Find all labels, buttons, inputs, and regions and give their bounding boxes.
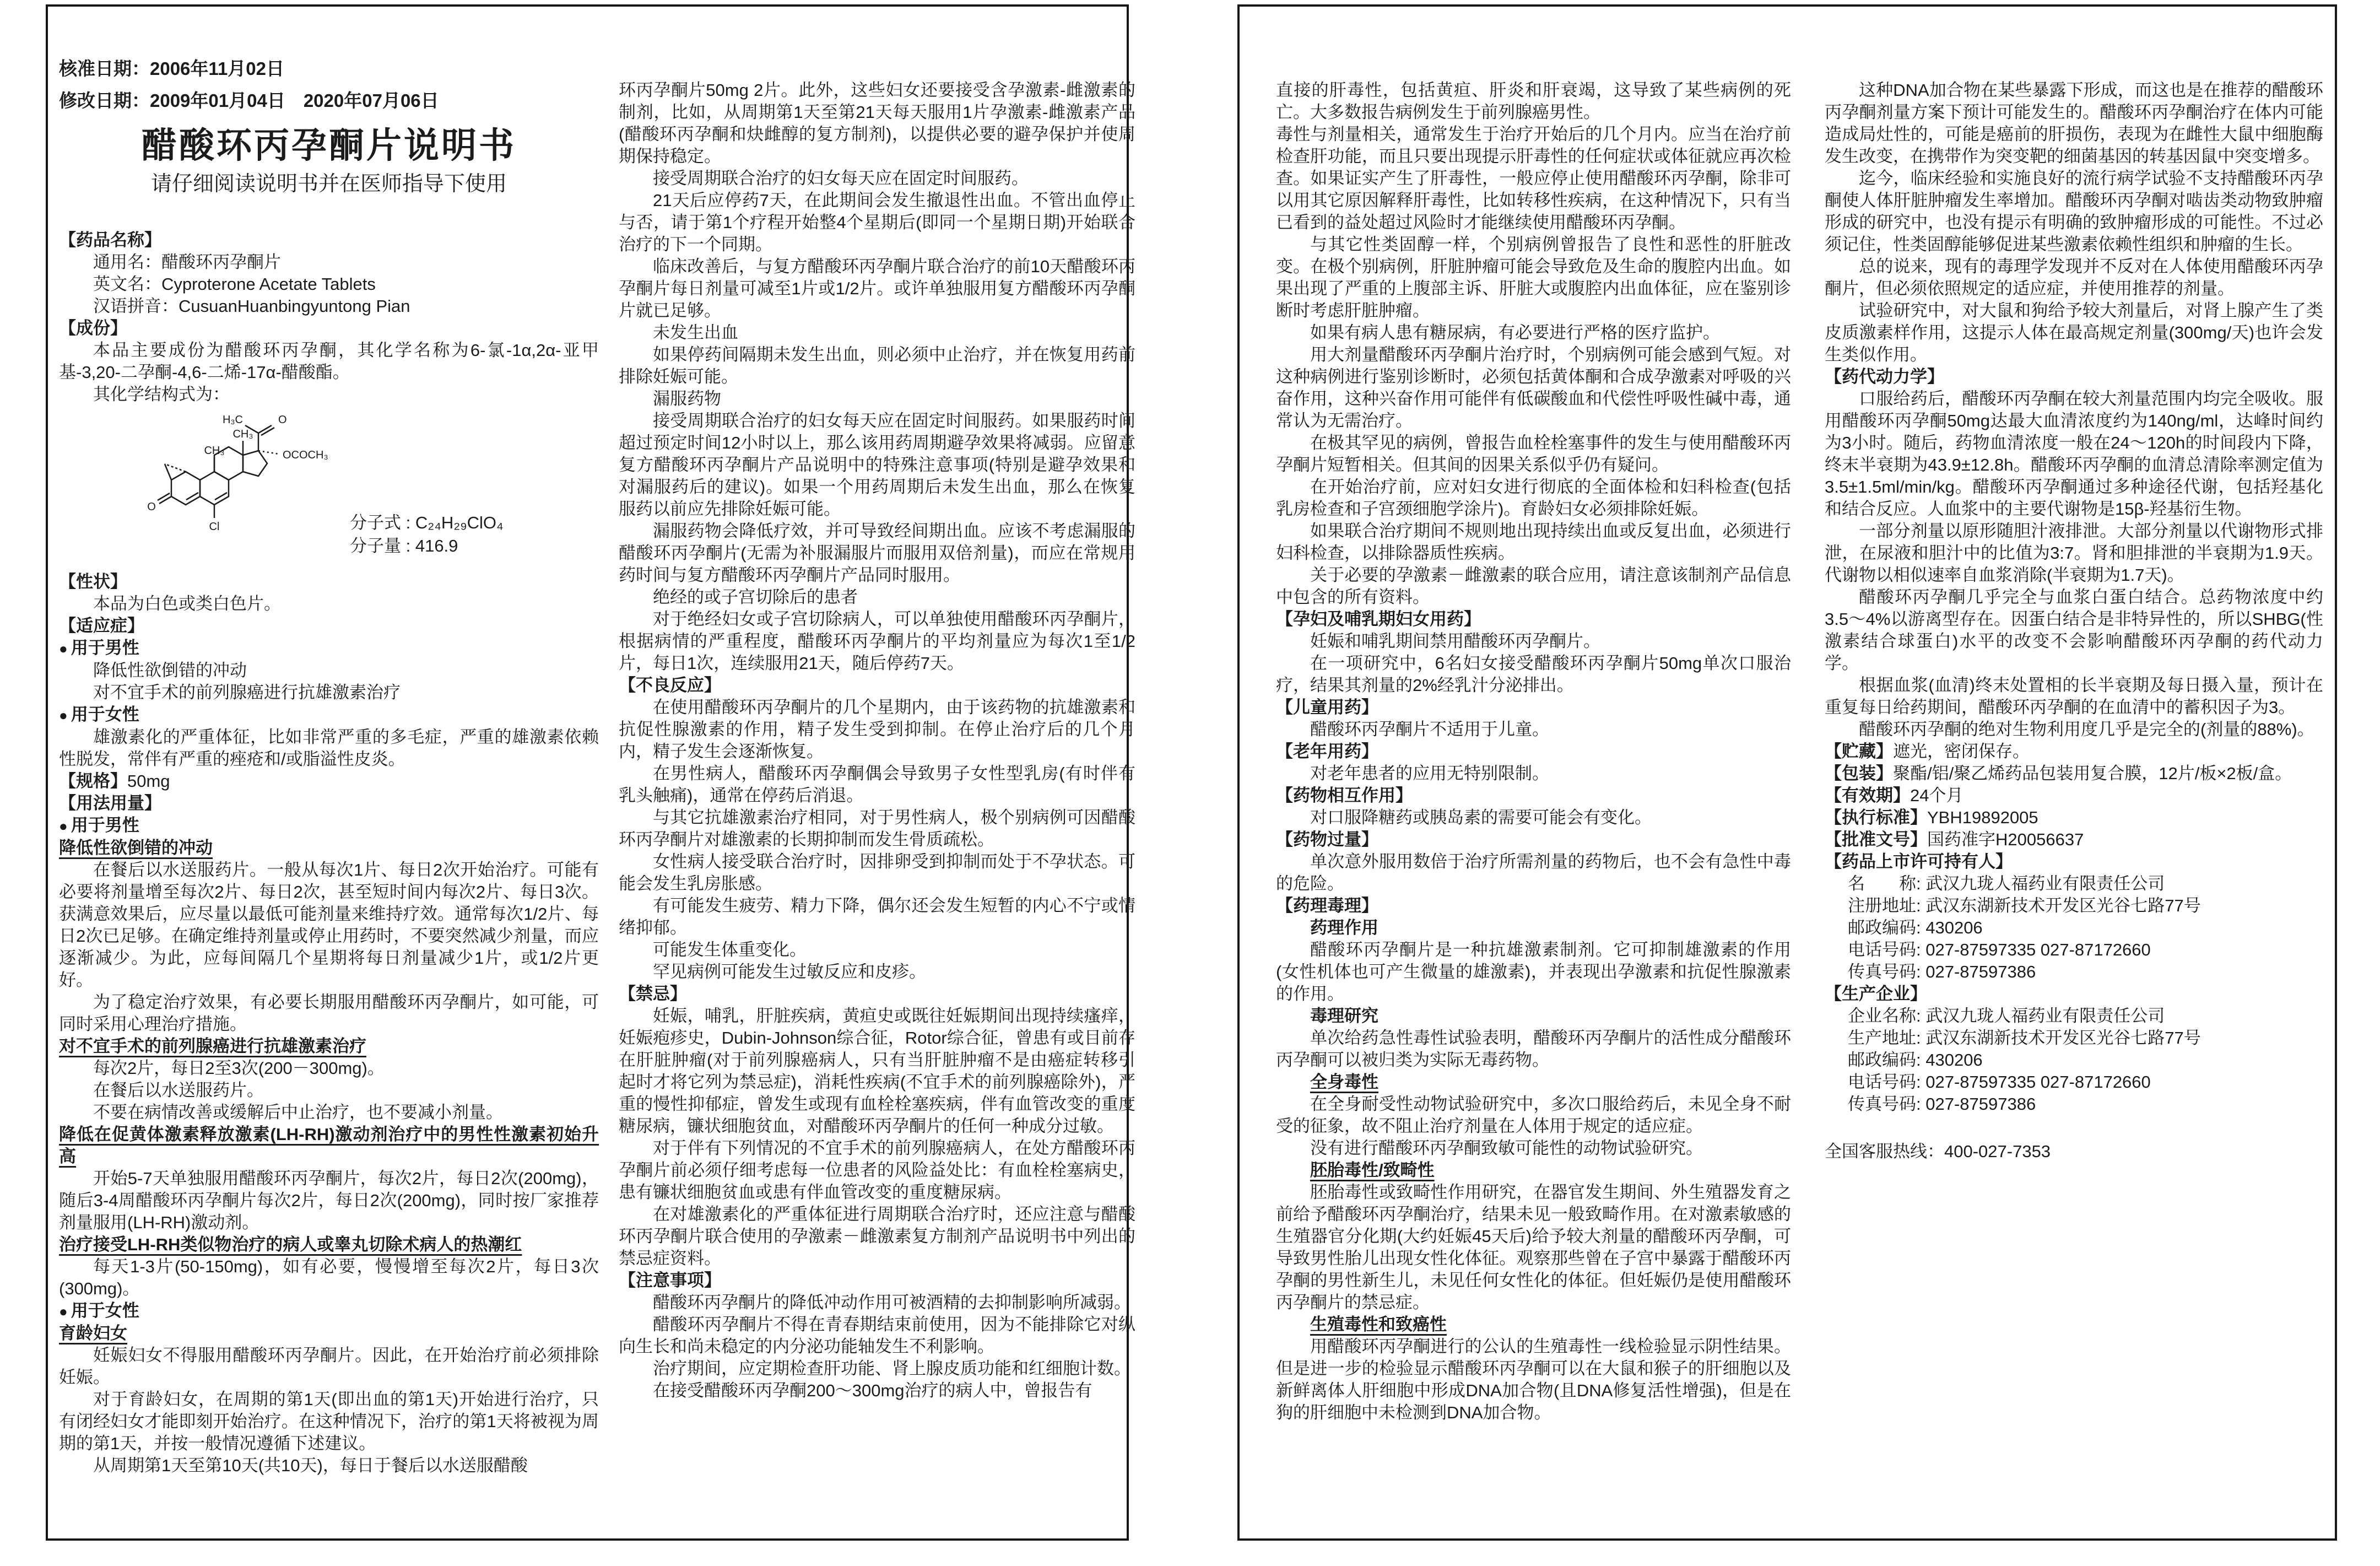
chemical-structure-block [59,406,599,571]
page-2 [1237,4,2337,1541]
block-p: 可能发生体重变化。 [653,940,807,959]
ketone-o-label: O [147,501,156,513]
block-addr: 企业名称: 武汉九珑人福药业有限责任公司 [1848,1006,2165,1025]
block-p: 在餐后以水送服药片。 [93,1081,264,1100]
block-p: 在开始治疗前，应对妇女进行彻底的全面体检和妇科检查(包括乳房检查和子宫颈细胞学涂片)。育龄妇女必须排除妊娠。 [1276,477,1791,519]
block-uh: 对不宜手术的前列腺癌进行抗雄激素治疗 [59,1036,366,1056]
block-h: 【适应症】 [59,616,144,635]
block-p: 口服给药后，醋酸环丙孕酮在较大剂量范围内均完全吸收。服用醋酸环丙孕酮50mg达最大血清浓度约为140ng/ml，达峰时间约为3小时。随后，药物血清浓度一般在24～120h的时间段内下降，终末半衰期为43.9±12.8h。醋酸环丙孕酮的血清总清除率测定值为3.5±1.5ml/min/kg。醋酸环丙孕酮通过多种途径代谢，包括羟基化和结合反应。人血浆中的主要代谢物是15β-羟基衍生物。 [1825,389,2323,519]
block-p: 在餐后以水送服药片。一般从每次1片、每日2次开始治疗。可能有必要将剂量增至每次2片、每日2次，甚至短时间内每次2片、每日3次。获满意效果后，应尽量以最低可能剂量来维持疗效。通常每次1/2片、每日2次已足够。在确定维持剂量或停止用药时，不要突然减少剂量，而应逐渐减少。为此，应每间隔几个星期将每日剂量减少1片，或1/2片更好。 [59,860,599,990]
block-h: 【药物过量】 [1276,830,1378,849]
block-p: 对不宜手术的前列腺癌进行抗雄激素治疗 [93,683,401,702]
bullet-icon: ● [59,1303,68,1320]
block-pn: 直接的肝毒性，包括黄疸、肝炎和肝衰竭，这导致了某些病例的死亡。大多数报告病例发生于前列腺癌男性。 [1276,80,1791,122]
block-p: 这种DNA加合物在某些暴露下形成，而这也是在推荐的醋酸环丙孕酮剂量方案下预计可能发生的。醋酸环丙孕酮治疗在体内可能造成局灶性的，可能是癌前的肝损伤，表现为在雌性大鼠中细胞酶发生改变，在携带作为突变靶的细菌基因的转基因鼠中突变增多。 [1825,80,2323,166]
page-1 [46,4,1135,1541]
block-p: 妊娠，哺乳，肝脏疾病，黄疸史或既往妊娠期间出现持续瘙痒，妊娠疱疹史，Dubin-Johnson综合征，Rotor综合征，曾患有或目前存在肝脏肿瘤(对于前列腺癌病人，只有当肝脏肿瘤不是由癌症转移引起时才将它列为禁忌症)，消耗性疾病(不宜手术的前列腺癌除外)，严重的慢性抑郁症，曾发生或现有血栓栓塞疾病，伴有血管改变的重度糖尿病，镰状细胞贫血，对醋酸环丙孕酮片的任何一种成分过敏。 [619,1006,1135,1136]
block-p: 治疗期间，应定期检查肝功能、肾上腺皮质功能和红细胞计数。 [653,1359,1131,1378]
block-p: 接受周期联合治疗的妇女每天应在固定时间服药。如果服药时间超过预定时间12小时以上，那么该用药周期避孕效果将减弱。应留意复方醋酸环丙孕酮片产品说明中的特殊注意事项(特别是避孕效果和对漏服药后的建议)。如果一个用药周期后未发生出血，那么在恢复服药以前应先排除妊娠可能。 [619,411,1135,519]
block-pn: 环丙孕酮片50mg 2片。此外，这些妇女还要接受含孕激素-雌激素的制剂，比如，从周期第1天至第21天每天服用1片孕激素-雌激素产品(醋酸环丙孕酮和炔雌醇的复方制剂)，以提供必要的避孕保护并使周期保持稳定。 [619,80,1135,166]
block-h: 【用法用量】 [59,793,161,813]
block-p: 未发生出血 [653,323,738,342]
block-bullet: ● 用于女性 [59,1301,139,1320]
block-h: 【药品上市许可持有人】 [1825,852,2013,871]
block-p: 在使用醋酸环丙孕酮片的几个星期内，由于该药物的抗雄激素和抗促性腺激素的作用，精子发生受到抑制。在停止治疗后的几个月内，精子发生会逐渐恢复。 [619,698,1135,761]
block-hv: 【包装】聚酯/铝/聚乙烯药品包装用复合膜，12片/板×2板/盒。 [1825,764,2292,783]
block-p: 根据血浆(血清)终末处置相的长半衰期及每日摄入量，预计在重复每日给药期间，醋酸环丙孕酮的在血清中的蓄积因子为3。 [1825,676,2323,717]
block-p: 绝经的或子宫切除后的患者 [653,587,858,607]
block-p: 醋酸环丙孕酮片的降低冲动作用可被酒精的去抑制影响所减弱。 [653,1293,1131,1312]
block-p: 从周期第1天至第10天(共10天)，每日于餐后以水送服醋酸 [93,1456,528,1475]
block-p: 如果有病人患有糖尿病，有必要进行严格的医疗监护。 [1310,323,1720,342]
block-date: 核准日期：2006年11月02日 [59,58,285,79]
block-p: 21天后应停药7天，在此期间会发生撤退性出血。不管出血停止与否，请于第1个疗程开始整4个星期后(即同一个星期日期)开始联合治疗的下一个同期。 [619,191,1135,254]
block-p: 用醋酸环丙孕酮进行的公认的生殖毒性一线检验显示阴性结果。但是进一步的检验显示醋酸环丙孕酮可以在大鼠和猴子的肝细胞以及新鲜离体人肝细胞中形成DNA加合物(且DNA修复活性增强)，但是在狗的肝细胞中未检测到DNA加合物。 [1276,1337,1791,1422]
molecular-info [350,511,504,558]
block-p: 用大剂量醋酸环丙孕酮片治疗时，个别病例可能会感到气短。对这种病例进行鉴别诊断时，必须包括黄体酮和合成孕激素对呼吸的兴奋作用，这种兴奋作用可能伴有低碳酸血和代偿性呼吸性碱中毒，通常认为无需治疗。 [1276,345,1791,430]
block-p: 妊娠和哺乳期间禁用醋酸环丙孕酮片。 [1310,631,1600,651]
block-usub: 胚胎毒性/致畸性 [1310,1160,1435,1180]
block-p: 漏服药物 [653,389,721,408]
block-addr: 邮政编码: 430206 [1848,1050,1983,1070]
bullet-icon: ● [59,818,68,834]
block-subtitle: 请仔细阅读说明书并在医师指导下使用 [150,172,507,196]
block-date: 修改日期：2009年01月04日 2020年07月06日 [59,90,439,111]
block-addr: 电话号码: 027-87597335 027-87172660 [1848,940,2151,959]
block-bsub: 药理作用 [1310,918,1378,937]
block-p: 对于伴有下列情况的不宜手术的前列腺癌病人，在处方醋酸环丙孕酮片前必须仔细考虑每一位患者的风险益处比：有血栓栓塞病史，患有镰状细胞贫血或患有伴血管改变的重度糖尿病。 [619,1138,1135,1202]
block-bullet: ● 用于男性 [59,638,139,657]
block-p: 雄激素化的严重体征，比如非常严重的多毛症，严重的雄激素依赖性脱发，常伴有严重的痤疮和/或脂溢性皮炎。 [59,727,599,769]
block-p: 单次给药急性毒性试验表明，醋酸环丙孕酮片的活性成分醋酸环丙孕酮可以被归类为实际无毒药物。 [1276,1028,1791,1070]
bullet-icon: ● [59,707,68,723]
molecular-weight: 分子量 : 416.9 [350,536,458,555]
block-p: 其化学结构式为： [93,385,230,404]
block-p: 没有进行醋酸环丙孕酮致敏可能性的动物试验研究。 [1310,1138,1703,1158]
block-hv: 【贮藏】遮光，密闭保存。 [1825,742,2030,761]
block-addr: 传真号码: 027-87597386 [1848,1094,2036,1114]
block-addr: 注册地址: 武汉东湖新技术开发区光谷七路77号 [1848,896,2201,915]
block-addr: 邮政编码: 430206 [1848,918,1983,937]
block-p: 为了稳定治疗效果，有必要长期服用醋酸环丙孕酮片，如可能，可同时采用心理治疗措施。 [59,992,599,1034]
block-p: 如果联合治疗期间不规则地出现持续出血或反复出血，必须进行妇科检查，以排除器质性疾病。 [1276,521,1791,563]
block-p: 对于绝经妇女或子宫切除病人，可以单独使用醋酸环丙孕酮片，根据病情的严重程度，醋酸环丙孕酮片的平均剂量应为每次1至1/2片，每日1次，连续服用21天，随后停药7天。 [619,609,1135,673]
block-p: 本品为白色或类白色片。 [93,594,281,613]
h3c-label: H₃C [222,414,243,426]
block-hv: 【批准文号】国药准字H20056637 [1825,830,2084,849]
block-p: 迄今，临床经验和实施良好的流行病学试验不支持醋酸环丙孕酮使人体肝脏肿瘤发生率增加。醋酸环丙孕酮对啮齿类动物致肿瘤形成的研究中，也没有提示有明确的致肿瘤形成的可能性。不过必须记住，性类固醇能够促进某些激素依赖性组织和肿瘤的生长。 [1825,169,2323,254]
block-p: 醋酸环丙孕酮片不得在青春期结束前使用，因为不能排除它对纵向生长和尚未稳定的内分泌功能轴发生不利影响。 [619,1315,1135,1356]
block-p: 在男性病人，醋酸环丙孕酮偶会导致男子女性型乳房(有时伴有乳头触痛)，通常在停药后消退。 [619,764,1135,805]
block-p: 有可能发生疲劳、精力下降，偶尔还会发生短暂的内心不宁或情绪抑郁。 [619,896,1135,937]
page2-column-2 [1825,53,2323,1524]
block-addr: 名 称: 武汉九珑人福药业有限责任公司 [1848,874,2165,893]
block-p: 试验研究中，对大鼠和狗给予较大剂量后，对肾上腺产生了类皮质激素样作用，这提示人体在最高规定剂量(300mg/天)也许会发生类似作用。 [1825,301,2323,364]
block-p: 罕见病例可能发生过敏反应和皮疹。 [653,962,926,981]
block-addr: 电话号码: 027-87597335 027-87172660 [1848,1072,2151,1092]
block-h: 【注意事项】 [619,1271,721,1290]
block-uh: 降低性欲倒错的冲动 [59,838,213,857]
block-p: 在对雄激素化的严重体征进行周期联合治疗时，还应注意与醋酸环丙孕酮片联合使用的孕激素－雌激素复方制剂产品说明书中列出的禁忌症资料。 [619,1205,1135,1268]
block-p: 与其它性类固醇一样，个别病例曾报告了良性和恶性的肝脏改变。在极个别病例，肝脏肿瘤可能会导致危及生命的腹腔内出血。如果出现了严重的上腹部主诉、肝脏大或腹腔内出血体征，应在鉴别诊断时考虑肝脏肿瘤。 [1276,235,1791,320]
block-p: 与其它抗雄激素治疗相同，对于男性病人，极个别病例可因醋酸环丙孕酮片对雄激素的长期抑制而发生骨质疏松。 [619,808,1135,849]
block-p: 对老年患者的应用无特别限制。 [1310,764,1549,783]
block-p: 如果停药间隔期未发生出血，则必须中止治疗，并在恢复用药前排除妊娠可能。 [619,345,1135,386]
block-p: 一部分剂量以原形随胆汁液排泄。大部分剂量以代谢物形式排泄，在尿液和胆汁中的比值为3:7。肾和胆排泄的半衰期为1.9天。代谢物以相似速率自血浆消除(半衰期为1.7天)。 [1825,521,2323,585]
ch3-c10-label: CH₃ [204,445,225,457]
page1-column-1 [59,53,599,1524]
block-p: 醋酸环丙孕酮片不适用于儿童。 [1310,720,1549,739]
block-uh: 治疗接受LH-RH类似物治疗的病人或睾丸切除术病人的热潮红 [59,1235,522,1254]
block-p: 临床改善后，与复方醋酸环丙孕酮片联合治疗的前10天醋酸环丙孕酮片每日剂量可减至1片或1/2片。或许单独服用复方醋酸环丙孕酮片就已足够。 [619,257,1135,320]
block-uh: 降低在促黄体激素释放激素(LH-RH)激动剂治疗中的男性性激素初始升高 [59,1125,599,1166]
block-p: 妊娠妇女不得服用醋酸环丙孕酮片。因此，在开始治疗前必须排除妊娠。 [59,1346,599,1387]
block-p: 通用名：醋酸环丙孕酮片 [93,252,281,272]
block-h: 【生产企业】 [1825,984,1927,1003]
block-h: 【孕妇及哺乳期妇女用药】 [1276,609,1481,629]
block-p: 英文名：Cyproterone Acetate Tablets [93,274,376,294]
block-p: 单次意外服用数倍于治疗所需剂量的药物后，也不会有急性中毒的危险。 [1276,852,1791,893]
block-h: 【老年用药】 [1276,742,1378,761]
block-p: 每天1-3片(50-150mg)，如有必要，慢慢增至每次2片，每日3次(300mg)。 [59,1257,599,1298]
bullet-icon: ● [59,640,68,657]
block-p: 在一项研究中，6名妇女接受醋酸环丙孕酮片50mg单次口服治疗，结果其剂量的2%经乳汁分泌排出。 [1276,654,1791,695]
block-p: 每次2片，每日2至3次(200－300mg)。 [93,1059,385,1078]
block-h: 【禁忌】 [619,984,687,1003]
ococh3-label: OCOCH₃ [283,449,328,461]
block-uh: 育龄妇女 [59,1324,127,1343]
block-p: 醋酸环丙孕酮的绝对生物利用度几乎是完全的(剂量的88%)。 [1859,720,2314,739]
block-p: 汉语拼音：CusuanHuanbingyuntong Pian [93,296,410,316]
block-p: 对于育龄妇女，在周期的第1天(即出血的第1天)开始进行治疗，只有闭经妇女才能即刻开始治疗。在这种情况下，治疗的第1天将被视为周期的第1天，并按一般情况遵循下述建议。 [59,1390,599,1453]
block-usub: 全身毒性 [1310,1072,1378,1092]
block-p: 在接受醋酸环丙孕酮200～300mg治疗的病人中，曾报告有 [653,1381,1092,1400]
block-p: 在全身耐受性动物试验研究中，多次口服给药后，未见全身不耐受的征象，故不阻止治疗剂量在人体用于规定的适应症。 [1276,1094,1791,1136]
block-p: 降低性欲倒错的冲动 [93,661,247,680]
block-hotline: 全国客服热线：400-027-7353 [1825,1142,2051,1161]
block-addr: 传真号码: 027-87597386 [1848,962,2036,981]
block-h: 【药物相互作用】 [1276,786,1413,805]
block-addr: 生产地址: 武汉东湖新技术开发区光谷七路77号 [1848,1028,2201,1047]
block-p: 关于必要的孕激素－雌激素的联合应用，请注意该制剂产品信息中包含的所有资料。 [1276,565,1791,607]
page1-column-2 [619,53,1135,1524]
molecular-formula: 分子式 : C₂₄H₂₉ClO₄ [350,513,504,532]
block-hv: 【有效期】24个月 [1825,786,1964,805]
block-h: 【成份】 [59,318,127,338]
block-hv: 【规格】50mg [59,771,170,791]
block-p: 在极其罕见的病例，曾报告血栓栓塞事件的发生与使用醋酸环丙孕酮片短暂相关。但其间的因果关系似乎仍有疑问。 [1276,433,1791,474]
block-usub: 生殖毒性和致癌性 [1310,1315,1447,1334]
block-p: 胚胎毒性或致畸性作用研究，在器官发生期间、外生殖器发育之前给予醋酸环丙孕酮治疗，结果未见一般致畸作用。在对激素敏感的生殖器官分化期(大约妊娠45天后)给予较大剂量的醋酸环丙孕酮，可导致男性胎儿出现女性化体征。观察那些曾在子宫中暴露于醋酸环丙孕酮的男性新生儿，未见任何女性化的体征。但妊娠仍是使用醋酸环丙孕酮片的禁忌症。 [1276,1182,1791,1312]
page2-column-1 [1276,53,1791,1524]
block-bullet: ● 用于男性 [59,816,139,835]
block-p: 女性病人接受联合治疗时，因排卵受到抑制而处于不孕状态。可能会发生乳房胀感。 [619,852,1135,893]
block-p: 醋酸环丙孕酮片是一种抗雄激素制剂。它可抑制雄激素的作用(女性机体也可产生微量的雄激素)，并表现出孕激素和抗促性腺激素的作用。 [1276,940,1791,1003]
block-p: 接受周期联合治疗的妇女每天应在固定时间服药。 [653,169,1029,188]
block-bullet: ● 用于女性 [59,705,139,724]
ch3-c13-label: CH₃ [232,428,253,440]
block-h: 【性状】 [59,572,127,591]
block-p: 总的说来，现有的毒理学发现并不反对在人体使用醋酸环丙孕酮片，但必须依照规定的适应症，并使用推荐的剂量。 [1825,257,2323,298]
block-hv: 【执行标准】YBH19892005 [1825,808,2038,827]
block-h: 【不良反应】 [619,676,721,695]
block-p: 开始5-7天单独服用醋酸环丙孕酮片，每次2片，每日2次(200mg)，随后3-4周醋酸环丙孕酮片每次2片，每日2次(200mg)，同时按厂家推荐剂量服用(LH-RH)激动剂。 [59,1169,599,1232]
block-bsub: 毒理研究 [1310,1006,1378,1025]
block-p: 本品主要成份为醋酸环丙孕酮，其化学名称为6-氯-1α,2α-亚甲基-3,20-二孕酮-4,6-二烯-17α-醋酸酯。 [59,341,599,382]
block-pn: 毒性与剂量相关，通常发生于治疗开始后的几个月内。应当在治疗前检查肝功能，而且只要出现提示肝毒性的任何症状或体征就应再次检查。如果证实产生了肝毒性，一般应停止使用醋酸环丙孕酮，除非可以用其它原因解释肝毒性，比如转移性疾病，在这种情况下，只有当已看到的益处超过风险时才能继续使用醋酸环丙孕酮。 [1276,125,1791,232]
block-p: 不要在病情改善或缓解后中止治疗，也不要减小剂量。 [93,1103,503,1122]
block-h: 【药代动力学】 [1825,367,1944,386]
block-p: 漏服药物会降低疗效，并可导致经间期出血。应该不考虑漏服的醋酸环丙孕酮片(无需为补服漏服片而服用双倍剂量)，而应在常规用药时间与复方醋酸环丙孕酮片产品同时服用。 [619,521,1135,585]
block-h: 【药理毒理】 [1276,896,1378,915]
block-title: 醋酸环丙孕酮片说明书 [142,126,516,165]
block-h: 【药品名称】 [59,230,161,250]
carbonyl-o-label: O [278,414,287,426]
cl-label: Cl [209,521,220,532]
block-p: 对口服降糖药或胰岛素的需要可能会有变化。 [1310,808,1652,827]
block-h: 【儿童用药】 [1276,698,1378,717]
block-p: 醋酸环丙孕酮几乎完全与血浆白蛋白结合。总药物浓度中约3.5～4%以游离型存在。因蛋白结合是非特异性的，所以SHBG(性激素结合球蛋白)水平的改变不会影响醋酸环丙孕酮的药代动力学。 [1825,587,2323,673]
